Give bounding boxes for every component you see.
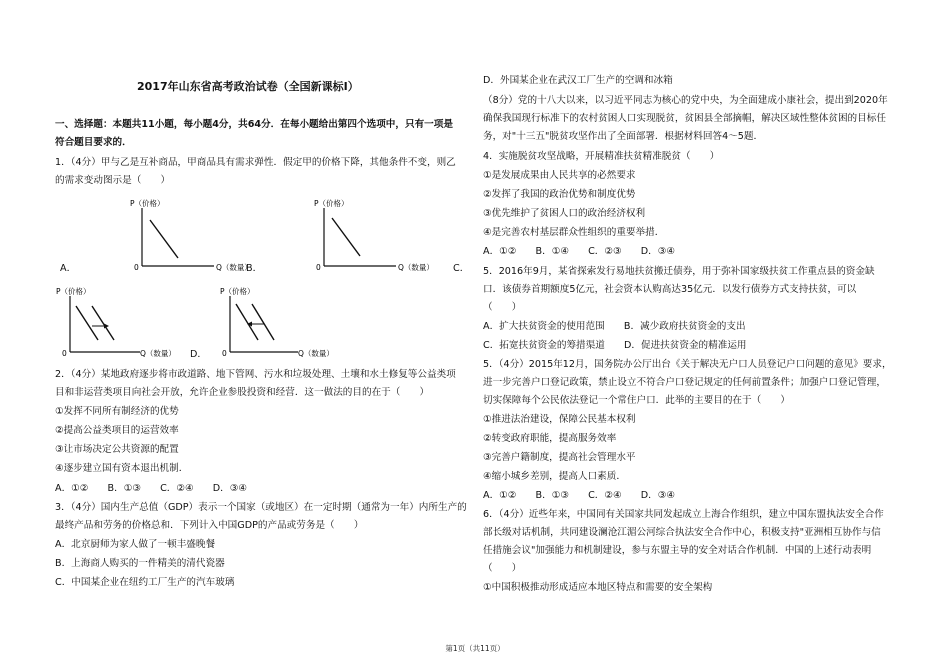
material-intro-cont1: 确保我国现行标准下的农村贫困人口实现脱贫，贫困县全部摘帽，解决区域性整体贫困的目标任 [483,113,886,124]
q3-stem: 3．（4分）国内生产总值（GDP）表示一个国家（或地区）在一定时期（通常为一年）内所生产的 [55,502,467,513]
q6-statement-1: ①中国积极推动形成适应本地区特点和需要的安全架构 [483,582,713,593]
graph-d-y-label: P（价格） [220,287,255,296]
graph-b-x-label: Q（数量） [398,263,434,272]
q4-stem: 4．实施脱贫攻坚战略，开展精准扶贫精准脱贫（ ） [483,151,720,162]
q5b-stem-cont1: 进一步完善户口登记政策，禁止设立不符合户口登记规定的任何前置条件；加强户口登记管理， [483,377,886,388]
q6-stem-cont1: 部长级对话机制，共同建设澜沧江湄公河综合执法安全合作中心，积极支持"亚洲相互协作与信 [483,527,881,538]
q3-stem-cont: 最终产品和劳务的价格总和．下列计入中国GDP的产品或劳务是（ ） [55,520,364,531]
q5b-statement-1: ①推进法治建设，保障公民基本权利 [483,414,636,425]
page-footer: 第1页（共11页） [445,644,505,653]
q3-option-a: A．北京厨师为家人做了一顿丰盛晚餐 [55,539,216,550]
option-b-label: B． [246,263,263,274]
graph-b-demand-curve [332,218,360,256]
graph-a-x-label: Q（数量） [216,263,252,272]
graph-option-d [214,284,364,364]
q3-option-b: B．上海商人购买的一件精美的清代瓷器 [55,558,225,569]
graph-a-demand-curve [150,220,178,258]
q5b-statement-4: ④缩小城乡差别，提高人口素质． [483,471,626,482]
q4-statement-3: ③优先维护了贫困人口的政治经济权利 [483,208,646,219]
q5a-options-ab: A．扩大扶贫资金的使用范围 B．减少政府扶贫资金的支出 [483,321,746,332]
q5b-statement-2: ②转变政府职能，提高服务效率 [483,433,617,444]
q5b-statement-3: ③完善户籍制度，提高社会管理水平 [483,452,636,463]
section-heading: 一、选择题：本题共11小题，每小题4分，共64分．在每小题给出第四个选项中，只有一项是 [55,119,453,130]
graph-b-origin: 0 [316,263,321,272]
q4-statement-4: ④是完善农村基层群众性组织的重要举措． [483,227,665,238]
q5a-stem: 5．2016年9月，某省探索发行易地扶贫搬迁债券，用于弥补国家级扶贫工作重点县的资金缺 [483,266,875,277]
q6-stem-cont3: （ ） [483,563,522,574]
q4-options: A．①② B．①④ C．②③ D．③④ [483,246,675,257]
q4-statement-1: ①是发展成果由人民共享的必然要求 [483,170,636,181]
q6-stem-cont2: 任措施会议"加强能力和机制建设，参与东盟主导的安全对话合作机制．中国的上述行动表明 [483,545,872,556]
graph-b-y-label: P（价格） [314,199,349,208]
graph-c-origin: 0 [62,349,67,358]
section-heading-cont: 符合题目要求的． [55,137,132,148]
graph-c-x-label: Q（数量） [140,349,176,358]
graph-option-c [56,284,206,364]
graph-option-b [300,196,450,278]
q5a-stem-cont2: （ ） [483,302,522,313]
q2-stem-cont: 目和非运营类项目向社会开放，允许企业参股投资和经营．这一做法的目的在于（ ） [55,387,430,398]
graph-d-origin: 0 [222,349,227,358]
graph-d-x-label: Q（数量） [298,349,334,358]
graph-c-y-label: P（价格） [56,287,91,296]
q2-statement-3: ③让市场决定公共资源的配置 [55,444,179,455]
q6-stem: 6．（4分）近些年来，中国同有关国家共同发起成立上海合作组织，建立中国东盟执法安全合作 [483,509,884,520]
q5b-options: A．①② B．①③ C．②④ D．③④ [483,490,675,501]
q4-statement-2: ②发挥了我国的政治优势和制度优势 [483,189,636,200]
graph-a-y-label: P（价格） [130,199,165,208]
graph-a-origin: 0 [134,263,139,272]
q3-option-c: C．中国某企业在纽约工厂生产的汽车玻璃 [55,577,235,588]
option-c-label: C． [453,263,470,274]
q1-stem-cont: 的需求变动图示是（ ） [55,175,171,186]
q2-statement-2: ②提高公益类项目的运营效率 [55,425,179,436]
option-d-label: D． [190,349,207,360]
q5a-options-cd: C．拓宽扶贫资金的筹措渠道 D．促进扶贫资金的精准运用 [483,340,747,351]
q2-options: A．①② B．①③ C．②④ D．③④ [55,483,247,494]
material-intro: （8分）党的十八大以来，以习近平同志为核心的党中央，为全面建成小康社会，提出到2020年 [483,95,888,106]
material-intro-cont2: 务，对"十三五"脱贫攻坚作出了全面部署．根据材料回答4～5题． [483,131,764,142]
q5b-stem: 5．（4分）2015年12月，国务院办公厅出台《关于解决无户口人员登记户口问题的意见》要求， [483,359,892,370]
q5a-stem-cont1: 口．该债券首期额度5亿元，社会资本认购高达35亿元．以发行债券方式支持扶贫，可以 [483,284,857,295]
q2-stem: 2．（4分）某地政府逐步将市政道路、地下管网、污水和垃圾处理、土壤和水土修复等公益类项 [55,369,456,380]
q2-statement-4: ④逐步建立国有资本退出机制． [55,463,189,474]
q3-option-d: D．外国某企业在武汉工厂生产的空调和冰箱 [483,75,673,86]
page-title: 2017年山东省高考政治试卷（全国新课标Ⅰ） [137,80,359,93]
q5b-stem-cont2: 切实保障每个公民依法登记一个常住户口．此举的主要目的在于（ ） [483,395,790,406]
q1-stem: 1．（4分）甲与乙是互补商品，甲商品具有需求弹性．假定甲的价格下降，其他条件不变，则乙 [55,157,456,168]
q2-statement-1: ①发挥不同所有制经济的优势 [55,406,179,417]
option-a-label: A． [60,263,77,274]
